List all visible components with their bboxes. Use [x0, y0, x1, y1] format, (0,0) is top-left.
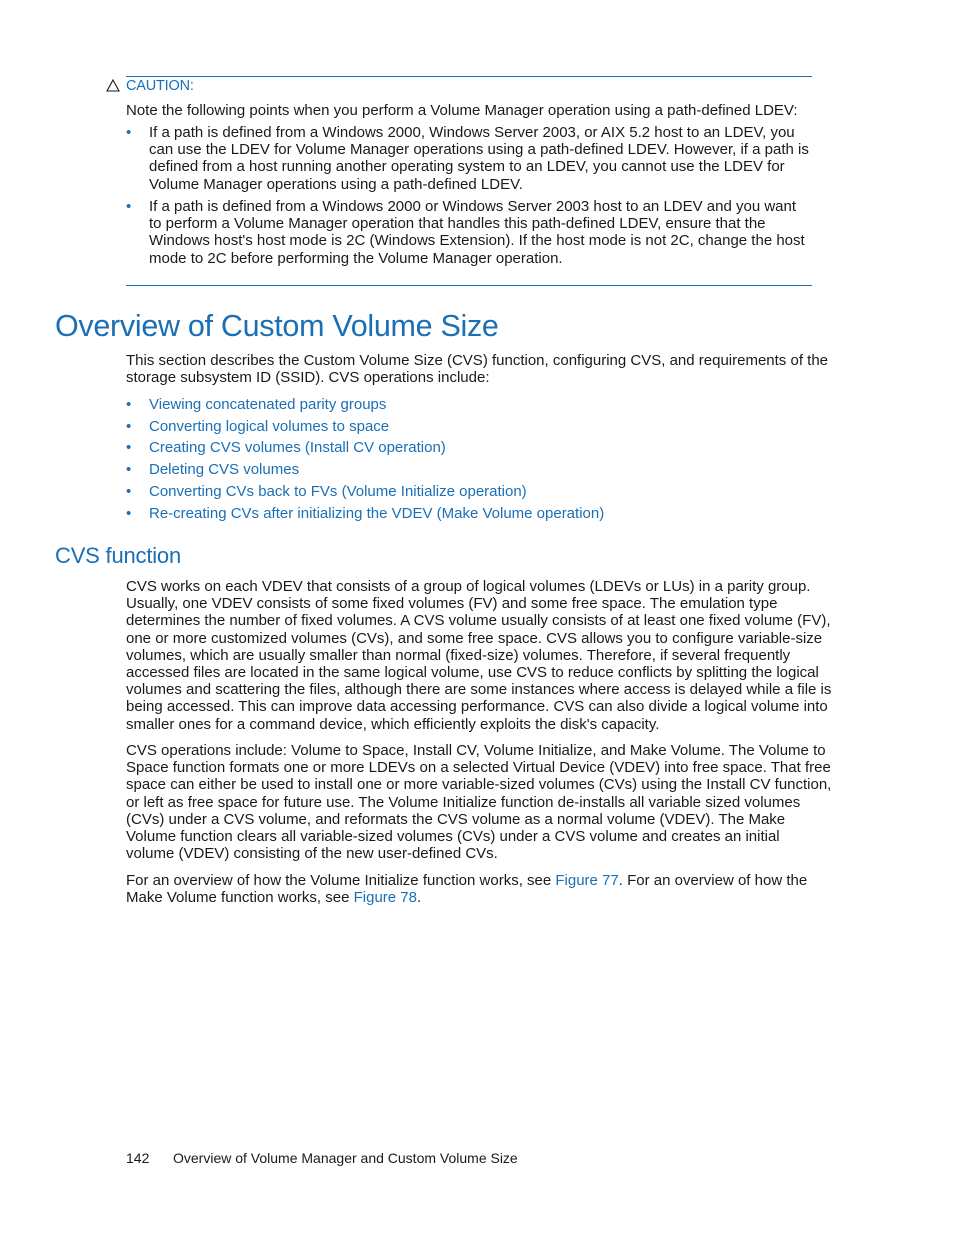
cvs-function-paragraph-3 [126, 872, 816, 906]
caution-triangle-icon [106, 79, 120, 92]
link-figure-78[interactable]: Figure 78 [353, 889, 417, 907]
bullet-marker: • [126, 461, 132, 478]
caution-bullet-2: If a path is defined from a Windows 2000 or Windows Server 2003 host to an LDEV and you want to perform a Volume Manager operation that handles this path-defined LDEV, ensure that the Windows host's host mode is 2C (Windows Extension). If the host mode is not 2C, change the host mode to 2C before performing the Volume Manager operation. [149, 198, 805, 267]
link-figure-77[interactable]: Figure 77 [555, 872, 619, 889]
paragraph-text: . For an overview of how the Make Volume function works, see [126, 872, 808, 907]
bullet-marker: • [126, 124, 132, 141]
link-converting-logical-volumes[interactable]: Converting logical volumes to space [149, 418, 390, 435]
overview-intro: This section describes the Custom Volume Size (CVS) function, configuring CVS, and requirements of the storage subsystem ID (SSID). CVS operations include: [126, 352, 829, 387]
link-re-creating-cvs[interactable]: Re-creating CVs after initializing the VDEV (Make Volume operation) [149, 505, 605, 522]
link-converting-cvs-back-to-fvs[interactable]: Converting CVs back to FVs (Volume Initialize operation) [149, 483, 527, 500]
bullet-marker: • [126, 439, 132, 456]
link-viewing-concatenated-parity-groups[interactable]: Viewing concatenated parity groups [149, 396, 387, 413]
page-number: 142 [126, 1150, 150, 1166]
bullet-marker: • [126, 396, 132, 413]
paragraph-text: For an overview of how the Volume Initialize function works, see [126, 872, 556, 889]
paragraph-text: . [416, 889, 422, 907]
caution-top-rule [126, 76, 812, 77]
caution-bottom-rule [126, 285, 812, 286]
section-heading-cvs-function: CVS function [55, 543, 182, 568]
caution-intro: Note the following points when you perform a Volume Manager operation using a path-defined LDEV: [126, 102, 798, 119]
bullet-marker: • [126, 483, 132, 500]
bullet-marker: • [126, 198, 132, 215]
bullet-marker: • [126, 418, 132, 435]
cvs-function-paragraph-2: CVS operations include: Volume to Space, Install CV, Volume Initialize, and Make Volume. The Volume to Space function formats one or more LDEVs on a selected Virtual Device (VDEV) into free space. That free space can either be used to install one or more variable-sized volumes (CVs) using the Install CV function, or left as free space for future use. The Volume Initialize function de-installs all variable sized volumes (CVs) under a CVS volume, and reformats the CVS volume as a normal volume (VDEV). The Make Volume function clears all variable-sized volumes (CVs) under a CVS volume and creates an initial volume (VDEV) consisting of the new user-defined CVs. [126, 742, 832, 863]
link-deleting-cvs-volumes[interactable]: Deleting CVS volumes [149, 461, 300, 478]
caution-bullet-1: If a path is defined from a Windows 2000, Windows Server 2003, or AIX 5.2 host to an LDEV, you can use the LDEV for Volume Manager operations using a path-defined LDEV. However, if a path is defined from a host running another operating system to an LDEV, you cannot use the LDEV for Volume Manager operations using a path-defined LDEV. [149, 124, 809, 193]
link-creating-cvs-volumes[interactable]: Creating CVS volumes (Install CV operation) [149, 439, 446, 456]
footer-title: Overview of Volume Manager and Custom Volume Size [173, 1150, 518, 1166]
bullet-marker: • [126, 505, 132, 522]
section-heading-overview: Overview of Custom Volume Size [55, 309, 499, 343]
cvs-function-paragraph-1: CVS works on each VDEV that consists of a group of logical volumes (LDEVs or LUs) in a parity group. Usually, one VDEV consists of some fixed volumes (FV) and some free space. The emulation type determines the number of fixed volumes. A CVS volume usually consists of at least one fixed volume (FV), one or more customized volumes (CVs), and some free space. CVS allows you to configure variable-size volumes, which are usually smaller than normal (fixed-size) volumes. Therefore, if several frequently accessed files are located in the same logical volume, use CVS to reduce conflicts by splitting the logical volumes and scattering the files, although there are some instances where access is delayed while a file is being accessed. This can improve data accessing performance. CVS can also divide a logical volume into smaller ones for a command device, which efficiently exploits the disk's capacity. [126, 578, 832, 733]
caution-label: CAUTION: [126, 78, 194, 94]
